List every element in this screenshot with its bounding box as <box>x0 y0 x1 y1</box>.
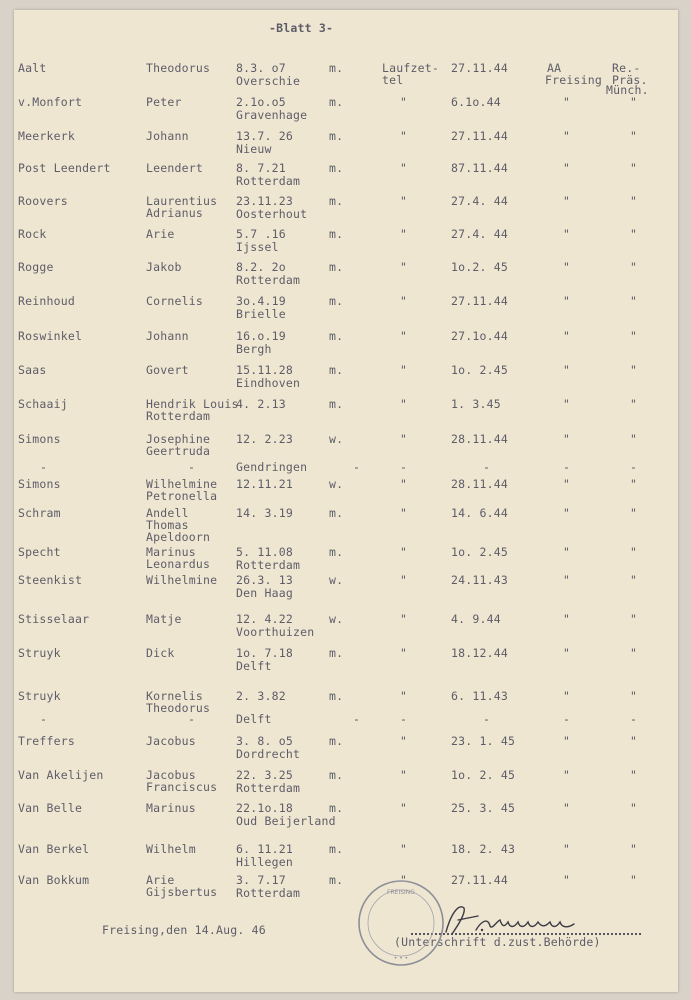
destination-cell-2: Freising <box>545 73 602 87</box>
ditto-mark: " <box>630 432 638 446</box>
ditto-mark: " <box>400 129 408 143</box>
firstname-cell-2: Leonardus <box>146 557 211 571</box>
ditto-mark: " <box>400 432 408 446</box>
firstname-cell: Govert <box>146 363 189 377</box>
surname-cell: Simons <box>18 432 61 446</box>
place-date: Freising,den 14.Aug. 46 <box>102 923 266 937</box>
firstname-cell-2: Adrianus <box>146 206 203 220</box>
birthdate-cell: 12. 2.23 <box>236 432 293 446</box>
sex-cell: w. <box>329 573 344 587</box>
dash-mark: - <box>630 460 638 474</box>
ditto-mark: " <box>563 646 571 660</box>
birthdate-cell: 4. 2.13 <box>236 397 286 411</box>
ditto-mark: " <box>630 294 638 308</box>
sex-cell: m. <box>329 161 344 175</box>
ditto-mark: " <box>400 329 408 343</box>
birthplace-cell: Hillegen <box>236 855 293 869</box>
dash-mark: - <box>353 460 361 474</box>
ditto-mark: " <box>563 801 571 815</box>
sex-cell: m. <box>329 646 344 660</box>
ditto-mark: " <box>563 689 571 703</box>
birthplace-cell: Den Haag <box>236 586 293 600</box>
dash-mark: - <box>630 712 638 726</box>
dash-mark: - <box>400 460 408 474</box>
dash-mark: - <box>483 712 491 726</box>
svg-text:• • •: • • • <box>393 955 409 962</box>
surname-cell: Steenkist <box>18 573 83 587</box>
ditto-mark: " <box>630 194 638 208</box>
date-cell: 28.11.44 <box>451 432 508 446</box>
ditto-mark: " <box>630 397 638 411</box>
firstname-cell-2: Theodorus <box>146 701 211 715</box>
surname-cell: Treffers <box>18 734 75 748</box>
date-cell: 1o. 2. 45 <box>451 768 516 782</box>
date-cell: 1o.2. 45 <box>451 260 508 274</box>
dash-mark: - <box>563 712 571 726</box>
sex-cell: m. <box>329 260 344 274</box>
handwritten-signature <box>438 900 608 940</box>
birthdate-cell: 3. 7.17 <box>236 873 286 887</box>
date-cell: 23. 1. 45 <box>451 734 516 748</box>
firstname-cell: Jacobus <box>146 734 196 748</box>
surname-cell: Rogge <box>18 260 54 274</box>
date-cell: 27.11.44 <box>451 129 508 143</box>
ditto-mark: " <box>563 573 571 587</box>
firstname-cell-2: Gijsbertus <box>146 885 218 899</box>
surname-cell: Schram <box>18 506 61 520</box>
firstname-cell: Arie <box>146 873 175 887</box>
birthplace-cell: Oosterhout <box>236 207 308 221</box>
ditto-mark: " <box>630 227 638 241</box>
date-cell: 1o. 2.45 <box>451 363 508 377</box>
ditto-mark: " <box>563 363 571 377</box>
ditto-mark: " <box>630 260 638 274</box>
ditto-mark: " <box>400 194 408 208</box>
sex-cell: m. <box>329 545 344 559</box>
dash-mark: - <box>188 460 196 474</box>
ditto-mark: " <box>400 842 408 856</box>
document-page <box>14 10 678 992</box>
firstname-cell-2: Franciscus <box>146 780 218 794</box>
ditto-mark: " <box>563 227 571 241</box>
firstname-cell: Theodorus <box>146 61 211 75</box>
ditto-mark: " <box>630 646 638 660</box>
birthdate-cell: 13.7. 26 <box>236 129 293 143</box>
surname-cell: Reinhoud <box>18 294 75 308</box>
ditto-mark: " <box>563 397 571 411</box>
firstname-cell: Dick <box>146 646 175 660</box>
date-cell: 24.11.43 <box>451 573 508 587</box>
birthplace-cell: Bergh <box>236 342 272 356</box>
birthplace-cell: Nieuw <box>236 142 272 156</box>
ditto-mark: " <box>630 161 638 175</box>
ditto-mark: " <box>630 768 638 782</box>
surname-cell: Aalt <box>18 61 47 75</box>
ditto-mark: " <box>400 801 408 815</box>
ditto-mark: " <box>400 95 408 109</box>
ditto-mark: " <box>630 129 638 143</box>
birthdate-cell: 8.2. 2o <box>236 260 286 274</box>
authority-cell-3: Münch. <box>606 83 649 97</box>
birthplace-cell: Delft <box>236 712 272 726</box>
surname-cell: Struyk <box>18 689 61 703</box>
dash-mark: - <box>483 460 491 474</box>
date-cell: 27.4. 44 <box>451 227 508 241</box>
ditto-mark: " <box>563 768 571 782</box>
ditto-mark: " <box>630 842 638 856</box>
firstname-cell-2: Geertruda <box>146 444 211 458</box>
birthdate-cell: 12.11.21 <box>236 477 293 491</box>
ditto-mark: " <box>630 363 638 377</box>
birthdate-cell: 2. 3.82 <box>236 689 286 703</box>
firstname-cell-2: Petronella <box>146 489 218 503</box>
surname-cell: Van Bokkum <box>18 873 90 887</box>
birthdate-cell: 6. 11.21 <box>236 842 293 856</box>
birthplace-cell: Dordrecht <box>236 747 301 761</box>
birthdate-cell: 2.1o.o5 <box>236 95 286 109</box>
date-cell: 28.11.44 <box>451 477 508 491</box>
ditto-mark: " <box>563 161 571 175</box>
date-cell: 18.12.44 <box>451 646 508 660</box>
birthplace-cell: Rotterdam <box>236 558 301 572</box>
ditto-mark: " <box>630 801 638 815</box>
date-cell: 4. 9.44 <box>451 612 501 626</box>
ditto-mark: " <box>630 689 638 703</box>
firstname-cell: Peter <box>146 95 182 109</box>
sex-cell: m. <box>329 294 344 308</box>
firstname-cell: Josephine <box>146 432 211 446</box>
date-cell: 18. 2. 43 <box>451 842 516 856</box>
ditto-mark: " <box>563 873 571 887</box>
dash-mark: - <box>188 712 196 726</box>
birthplace-cell: Rotterdam <box>236 781 301 795</box>
firstname-cell: Marinus <box>146 545 196 559</box>
sex-cell: m. <box>329 227 344 241</box>
authority-cell: Re.- <box>612 61 641 75</box>
sex-cell: m. <box>329 61 344 75</box>
birthdate-cell: 5. 11.08 <box>236 545 293 559</box>
ditto-mark: " <box>630 477 638 491</box>
birthplace-cell: Overschie <box>236 74 301 88</box>
ditto-mark: " <box>563 260 571 274</box>
firstname-cell-2: Thomas <box>146 518 189 532</box>
ditto-mark: " <box>400 646 408 660</box>
official-stamp <box>356 878 446 968</box>
firstname-cell: Wilhelmine <box>146 477 218 491</box>
dash-mark: - <box>40 460 48 474</box>
birthdate-cell: 26.3. 13 <box>236 573 293 587</box>
sex-cell: w. <box>329 612 344 626</box>
ditto-mark: " <box>563 432 571 446</box>
ditto-mark: " <box>630 612 638 626</box>
date-cell: 1. 3.45 <box>451 397 501 411</box>
authority-cell-2: Präs. <box>612 73 648 87</box>
date-cell: 25. 3. 45 <box>451 801 516 815</box>
surname-cell: Specht <box>18 545 61 559</box>
date-cell: 6.1o.44 <box>451 95 501 109</box>
sex-cell: m. <box>329 363 344 377</box>
surname-cell: Post Leendert <box>18 161 111 175</box>
firstname-cell-3: Apeldoorn <box>146 530 211 544</box>
ditto-mark: " <box>563 95 571 109</box>
ditto-mark: " <box>400 477 408 491</box>
birthplace-cell: Rotterdam <box>236 174 301 188</box>
firstname-cell: Marinus <box>146 801 196 815</box>
sex-cell: m. <box>329 506 344 520</box>
birthplace-cell: Gravenhage <box>236 108 308 122</box>
sex-cell: m. <box>329 129 344 143</box>
ditto-mark: " <box>400 161 408 175</box>
firstname-cell: Johann <box>146 329 189 343</box>
destination-cell: AA <box>547 61 562 75</box>
ditto-mark: " <box>563 545 571 559</box>
birthdate-cell: 22. 3.25 <box>236 768 293 782</box>
firstname-cell: Cornelis <box>146 294 203 308</box>
date-cell: 27.11.44 <box>451 873 508 887</box>
ditto-mark: " <box>563 842 571 856</box>
date-cell: 27.1o.44 <box>451 329 508 343</box>
leaving-note-cell-2: tel <box>382 73 404 87</box>
ditto-mark: " <box>400 545 408 559</box>
ditto-mark: " <box>563 129 571 143</box>
dash-mark: - <box>40 712 48 726</box>
surname-cell: Stisselaar <box>18 612 90 626</box>
birthplace-cell: Eindhoven <box>236 376 301 390</box>
ditto-mark: " <box>630 329 638 343</box>
date-cell: 27.4. 44 <box>451 194 508 208</box>
firstname-cell-2: Rotterdam <box>146 409 211 423</box>
surname-cell: Van Belle <box>18 801 83 815</box>
ditto-mark: " <box>630 545 638 559</box>
birthplace-cell: Rotterdam <box>236 886 301 900</box>
birthdate-cell: 8.3. o7 <box>236 61 286 75</box>
ditto-mark: " <box>400 506 408 520</box>
surname-cell: Saas <box>18 363 47 377</box>
sex-cell: m. <box>329 329 344 343</box>
date-cell: 87.11.44 <box>451 161 508 175</box>
surname-cell: Rock <box>18 227 47 241</box>
sex-cell: m. <box>329 689 344 703</box>
firstname-cell: Johann <box>146 129 189 143</box>
surname-cell: Roswinkel <box>18 329 83 343</box>
leaving-note-cell: Laufzet- <box>382 61 439 75</box>
birthdate-cell: 12. 4.22 <box>236 612 293 626</box>
firstname-cell: Matje <box>146 612 182 626</box>
ditto-mark: " <box>400 734 408 748</box>
birthplace-cell: Voorthuizen <box>236 625 315 639</box>
ditto-mark: " <box>630 95 638 109</box>
sex-cell: m. <box>329 734 344 748</box>
date-cell: 27.11.44 <box>451 294 508 308</box>
dash-mark: - <box>400 712 408 726</box>
surname-cell: Van Berkel <box>18 842 90 856</box>
dash-mark: - <box>563 460 571 474</box>
ditto-mark: " <box>563 329 571 343</box>
surname-cell: Simons <box>18 477 61 491</box>
ditto-mark: " <box>400 294 408 308</box>
ditto-mark: " <box>563 506 571 520</box>
firstname-cell: Wilhelmine <box>146 573 218 587</box>
ditto-mark: " <box>400 397 408 411</box>
birthdate-cell: 16.o.19 <box>236 329 286 343</box>
sex-cell: m. <box>329 768 344 782</box>
birthdate-cell: 8. 7.21 <box>236 161 286 175</box>
surname-cell: Roovers <box>18 194 68 208</box>
birthdate-cell: 1o. 7.18 <box>236 646 293 660</box>
firstname-cell: Hendrik Louis <box>146 397 239 411</box>
birthplace-cell: Rotterdam <box>236 273 301 287</box>
firstname-cell: Arie <box>146 227 175 241</box>
ditto-mark: " <box>400 363 408 377</box>
surname-cell: Struyk <box>18 646 61 660</box>
ditto-mark: " <box>400 227 408 241</box>
birthplace-cell: Gendringen <box>236 460 308 474</box>
firstname-cell: Jakob <box>146 260 182 274</box>
surname-cell: Van Akelijen <box>18 768 104 782</box>
birthdate-cell: 5.7 .16 <box>236 227 286 241</box>
ditto-mark: " <box>563 612 571 626</box>
sex-cell: w. <box>329 477 344 491</box>
ditto-mark: " <box>400 573 408 587</box>
date-cell: 1o. 2.45 <box>451 545 508 559</box>
ditto-mark: " <box>400 768 408 782</box>
birthdate-cell: 23.11.23 <box>236 194 293 208</box>
birthdate-cell: 15.11.28 <box>236 363 293 377</box>
stamp-text: FREISING <box>387 889 415 896</box>
ditto-mark: " <box>630 734 638 748</box>
surname-cell: v.Monfort <box>18 95 83 109</box>
firstname-cell: Laurentius <box>146 194 218 208</box>
sex-cell: m. <box>329 194 344 208</box>
ditto-mark: " <box>400 689 408 703</box>
birthplace-cell: Delft <box>236 659 272 673</box>
birthplace-cell: Brielle <box>236 307 286 321</box>
sex-cell: m. <box>329 842 344 856</box>
ditto-mark: " <box>400 260 408 274</box>
ditto-mark: " <box>400 873 408 887</box>
sex-cell: m. <box>329 397 344 411</box>
birthplace-cell: Oud Beijerland <box>236 814 336 828</box>
ditto-mark: " <box>400 612 408 626</box>
surname-cell: Schaaij <box>18 397 68 411</box>
birthdate-cell: 3. 8. o5 <box>236 734 293 748</box>
ditto-mark: " <box>563 477 571 491</box>
firstname-cell: Kornelis <box>146 689 203 703</box>
ditto-mark: " <box>630 573 638 587</box>
sex-cell: m. <box>329 873 344 887</box>
ditto-mark: " <box>563 294 571 308</box>
birthplace-cell: Ijssel <box>236 240 279 254</box>
date-cell: 6. 11.43 <box>451 689 508 703</box>
date-cell: 27.11.44 <box>451 61 508 75</box>
birthdate-cell: 3o.4.19 <box>236 294 286 308</box>
ditto-mark: " <box>630 506 638 520</box>
surname-cell: Meerkerk <box>18 129 75 143</box>
firstname-cell: Wilhelm <box>146 842 196 856</box>
sex-cell: m. <box>329 801 344 815</box>
birthdate-cell: 14. 3.19 <box>236 506 293 520</box>
firstname-cell: Leendert <box>146 161 203 175</box>
sheet-label: -Blatt 3- <box>269 21 334 35</box>
date-cell: 14. 6.44 <box>451 506 508 520</box>
signature-caption: (Unterschrift d.zust.Behörde) <box>394 935 601 949</box>
ditto-mark: " <box>563 734 571 748</box>
firstname-cell: Jacobus <box>146 768 196 782</box>
dash-mark: - <box>353 712 361 726</box>
birthdate-cell: 22.1o.18 <box>236 801 293 815</box>
ditto-mark: " <box>563 194 571 208</box>
sex-cell: m. <box>329 95 344 109</box>
firstname-cell: Andell <box>146 506 189 520</box>
ditto-mark: " <box>630 873 638 887</box>
sex-cell: w. <box>329 432 344 446</box>
